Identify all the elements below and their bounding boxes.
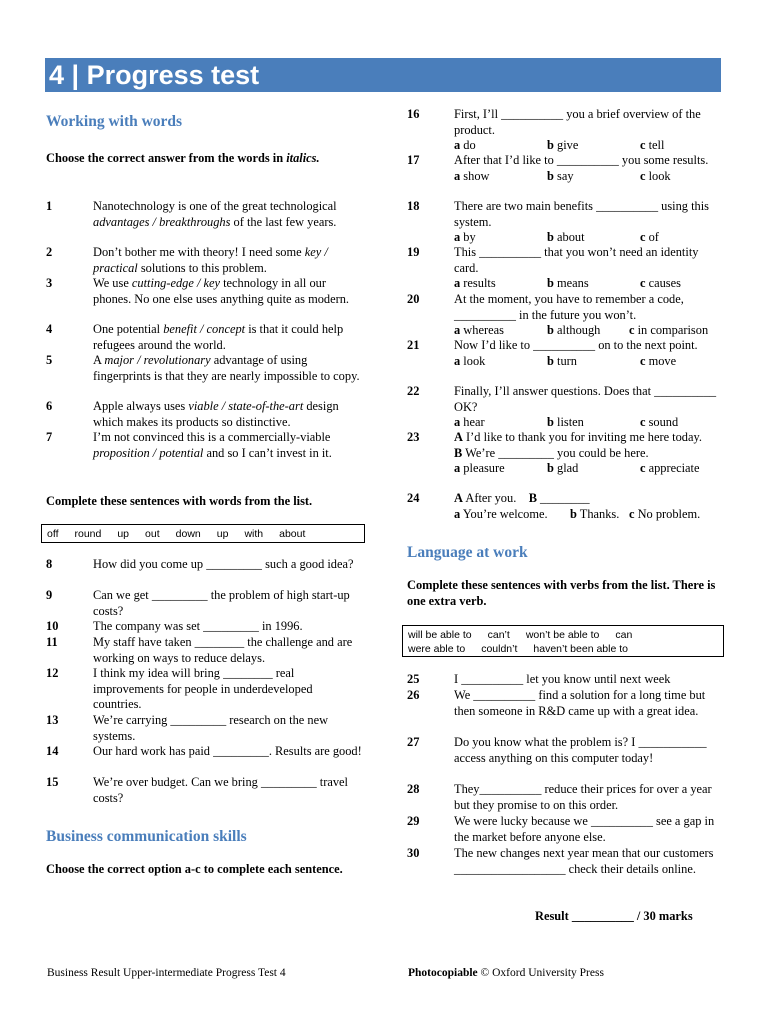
question-text: We were lucky because we __________ see a gap in the market before anyone else. [454, 814, 715, 844]
option-c: c of [640, 230, 659, 244]
question-number: 24 [407, 491, 420, 505]
question-number: 23 [407, 430, 420, 444]
question-number: 15 [46, 775, 59, 789]
question-text: The company was set _________ in 1996. [93, 619, 303, 633]
question-text: I’m not convinced this is a commercially-viable proposition / potential and so I can’t invest in it. [93, 430, 332, 460]
verb-option: won’t be able to [525, 629, 600, 641]
word-option: up [216, 528, 229, 540]
question-number: 10 [46, 619, 59, 633]
question-number: 18 [407, 199, 420, 213]
option-b: b Thanks. [570, 506, 620, 521]
word-option: off [47, 528, 59, 540]
question-text: My staff have taken ________ the challenge and are working on ways to reduce delays. [93, 635, 353, 665]
option-a: a by [454, 230, 476, 244]
option-c: c sound [640, 415, 679, 429]
question-text: Don’t bother me with theory! I need some key / practical solutions to this problem. [93, 245, 328, 275]
instruction-4: Complete these sentences with verbs from the list. There is one extra verb. [407, 578, 716, 608]
question-number: 29 [407, 814, 420, 828]
question-text: The new changes next year mean that our customers __________________ check their details online. [454, 846, 714, 876]
answer-options [454, 507, 722, 523]
question-text: How did you come up _________ such a good idea? [93, 557, 354, 571]
question-number: 3 [46, 276, 53, 290]
question-number: 20 [407, 292, 420, 306]
option-c: c causes [640, 276, 681, 290]
question-text: After that I’d like to __________ you some results. a show b say c look [454, 153, 722, 184]
question-text: This __________ that you won’t need an identity card. a results b means c causes [454, 245, 722, 292]
verb-option: can’t [487, 629, 510, 641]
verb-list-box [402, 625, 724, 657]
question-number: 27 [407, 735, 420, 749]
option-a: a show [454, 168, 490, 183]
question-number: 6 [46, 399, 53, 413]
question-text: We’re over budget. Can we bring _________ travel costs? [93, 775, 348, 805]
answer-options [454, 230, 722, 246]
question-text: Our hard work has paid _________. Results are good! [93, 744, 362, 758]
option-b: b give [547, 138, 579, 152]
question-number: 7 [46, 430, 53, 444]
question-text: Nanotechnology is one of the great technological advantages / breakthroughs of the last few years. [93, 199, 337, 229]
instruction-1: Choose the correct answer from the words in italics. [46, 151, 320, 165]
question-text: A After you. B ________ a You’re welcome. b Thanks. c No problem. [454, 491, 722, 522]
section-heading-business-communication: Business communication skills [46, 828, 247, 845]
option-b: b about [547, 230, 585, 244]
word-option: round [74, 528, 102, 540]
answer-options [454, 276, 722, 292]
verb-option: haven’t been able to [533, 643, 628, 655]
option-c: c move [640, 353, 677, 368]
question-number: 9 [46, 588, 53, 602]
word-option: down [175, 528, 201, 540]
question-number: 26 [407, 688, 420, 702]
question-text: We use cutting-edge / key technology in all our phones. No one else uses anything quite as modern. [93, 276, 350, 306]
footer-left: Business Result Upper-intermediate Progress Test 4 [47, 967, 286, 979]
word-option: up [117, 528, 130, 540]
question-text: We’re carrying _________ research on the new systems. [93, 713, 329, 743]
question-text: Now I’d like to __________ on to the next point. a look b turn c move [454, 338, 722, 369]
question-text: Can we get _________ the problem of high start-up costs? [93, 588, 350, 618]
question-number: 17 [407, 153, 420, 167]
option-c: c No problem. [629, 506, 701, 521]
answer-options [454, 461, 722, 477]
question-number: 12 [46, 666, 59, 680]
option-c: c appreciate [640, 461, 700, 475]
question-text: One potential benefit / concept is that it could help refugees around the world. [93, 322, 344, 352]
question-number: 11 [46, 635, 58, 649]
option-b: b although [547, 323, 601, 337]
answer-options [454, 138, 722, 154]
question-text: First, I’ll __________ you a brief overview of the product. a do b give c tell [454, 107, 722, 154]
word-list-box [41, 524, 365, 543]
question-number: 28 [407, 782, 420, 796]
question-number: 14 [46, 744, 59, 758]
question-text: I think my idea will bring ________ real improvements for people in underdeveloped countries. [93, 666, 313, 711]
footer-right: Photocopiable © Oxford University Press [408, 967, 604, 979]
option-a: a hear [454, 415, 485, 429]
option-a: a pleasure [454, 461, 505, 475]
verb-option: were able to [408, 643, 466, 655]
word-option: with [244, 528, 264, 540]
option-b: b say [547, 168, 574, 183]
option-b: b means [547, 276, 589, 290]
instruction-2: Complete these sentences with words from the list. [46, 494, 313, 508]
question-text: A I’d like to thank you for inviting me here today. B We’re _________ you could be here. a pleasure b glad c appreciate [454, 430, 722, 477]
question-number: 19 [407, 245, 420, 259]
section-heading-language-at-work: Language at work [407, 544, 528, 561]
word-option: about [279, 528, 306, 540]
question-text: Do you know what the problem is? I ___________ access anything on this computer today! [454, 735, 707, 765]
option-a: a look [454, 353, 486, 368]
option-b: b listen [547, 415, 584, 429]
option-c: c in comparison [629, 323, 709, 337]
question-text: Apple always uses viable / state-of-the-art design which makes its products so distinctive. [93, 399, 339, 429]
word-option: out [145, 528, 160, 540]
question-number: 21 [407, 338, 420, 352]
option-a: a results [454, 276, 496, 290]
verb-option: couldn’t [481, 643, 518, 655]
question-number: 8 [46, 557, 53, 571]
question-text: A major / revolutionary advantage of using fingerprints is that they are nearly impossible to copy. [93, 353, 360, 383]
verb-option: will be able to [408, 629, 472, 641]
answer-options [454, 415, 722, 431]
answer-options [454, 169, 722, 185]
question-number: 22 [407, 384, 420, 398]
question-number: 30 [407, 846, 420, 860]
question-number: 13 [46, 713, 59, 727]
verb-option: can [615, 629, 633, 641]
page-title: 4 | Progress test [45, 58, 721, 92]
question-number: 2 [46, 245, 53, 259]
answer-options [454, 323, 722, 339]
question-text: I __________ let you know until next week [454, 672, 671, 686]
result-line: Result __________ / 30 marks [535, 909, 693, 923]
option-b: b glad [547, 461, 579, 475]
question-number: 25 [407, 672, 420, 686]
question-number: 1 [46, 199, 53, 213]
option-c: c tell [640, 138, 665, 152]
question-number: 5 [46, 353, 53, 367]
option-a: a whereas [454, 323, 504, 337]
section-heading-working-with-words: Working with words [46, 113, 183, 130]
question-text: There are two main benefits __________ using this system. a by b about c of [454, 199, 722, 246]
question-text: At the moment, you have to remember a code, __________ in the future you won’t. a whereas b although c in comparison [454, 292, 722, 339]
option-a: a do [454, 138, 476, 152]
question-text: They__________ reduce their prices for over a year but they promise to on this order. [454, 782, 712, 812]
question-text: We __________ find a solution for a long time but then someone in R&D came up with a great idea. [454, 688, 706, 718]
option-a: a You’re welcome. [454, 506, 548, 521]
question-number: 16 [407, 107, 420, 121]
answer-options [454, 354, 722, 370]
instruction-3: Choose the correct option a-c to complete each sentence. [46, 862, 343, 876]
question-text: Finally, I’ll answer questions. Does that __________ OK? a hear b listen c sound [454, 384, 722, 431]
option-b: b turn [547, 353, 577, 368]
question-number: 4 [46, 322, 53, 336]
option-c: c look [640, 168, 671, 183]
